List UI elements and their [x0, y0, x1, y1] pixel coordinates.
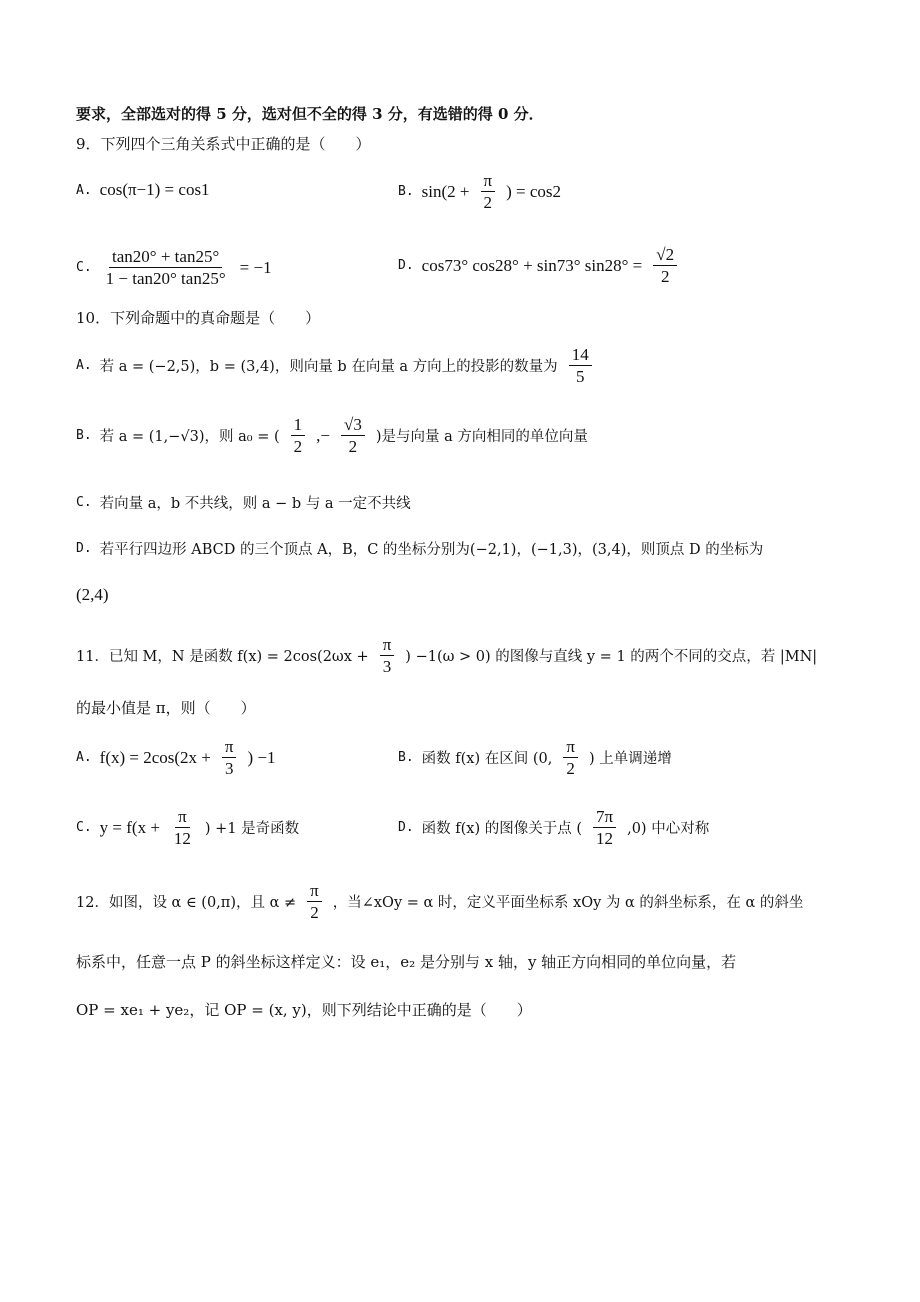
option-label: C. [76, 495, 92, 510]
q11-option-a[interactable] [76, 736, 275, 780]
q11-option-c[interactable] [76, 806, 299, 850]
fraction: $\frac{\pi}{12}$ [173, 807, 191, 849]
q10-option-c[interactable] [76, 492, 411, 513]
option-formula-post: ) = cos2 [506, 181, 562, 201]
option-label: B. [76, 428, 92, 444]
q11-option-b[interactable] [398, 736, 672, 780]
fraction: $\frac{14}{5}$ [569, 344, 592, 388]
option-label: B. [398, 184, 414, 200]
option-text: 若向量 a，b 不共线，则 a − b 与 a 一定不共线 [99, 496, 411, 512]
option-formula-pre: sin(2 + [421, 181, 470, 201]
option-text: 若 a = (−2,5)，b = (3,4)，则向量 b 在向量 a 方向上的投影的数量为 [99, 359, 558, 376]
fraction: $\frac{\pi}{3}$ [380, 634, 395, 678]
option-text-post: ) +1 是奇函数 [204, 821, 300, 838]
option-text-post: )是与向量 a 方向相同的单位向量 [375, 429, 588, 446]
option-text-mid: ,− [316, 425, 330, 445]
q10-option-d[interactable] [76, 538, 763, 559]
section-instruction: 要求，全部选对的得 5 分，选对但不全的得 3 分，有选错的得 0 分． [76, 105, 544, 123]
q11-option-d[interactable] [398, 806, 709, 850]
option-text-pre: 函数 f(x) 的图像关于点 ( [421, 821, 582, 838]
q10-stem: 10．下列命题中的真命题是（ ） [76, 309, 321, 327]
q9-option-a[interactable] [76, 180, 210, 200]
q10-option-b[interactable] [76, 414, 588, 458]
option-formula-post: ) −1 [247, 747, 276, 767]
fraction: $\frac{1}{2}$ [291, 414, 306, 458]
q12-stem-line3: OP = xe₁ + ye₂，记 OP = (x, y)，则下列结论中正确的是（ ） [76, 1001, 532, 1019]
stem-text-pre: 11．已知 M，N 是函数 f(x) = 2cos(2ωx + [76, 649, 369, 666]
option-formula-post: = −1 [239, 257, 272, 277]
option-label: D. [76, 541, 92, 556]
stem-text-post: ，当∠xOy = α 时，定义平面坐标系 xOy 为 α 的斜坐标系，在 α 的斜坐 [332, 895, 804, 912]
q10-option-d-continued: (2,4) [76, 585, 109, 604]
fraction: $\frac{\pi}{2}$ [481, 170, 496, 214]
option-text: 若平行四边形 ABCD 的三个顶点 A，B，C 的坐标分别为(−2,1)，(−1,3)，(3,4)，则顶点 D 的坐标为 [99, 542, 764, 558]
option-label: D. [398, 820, 414, 836]
option-label: C. [76, 260, 92, 276]
q9-option-d[interactable] [398, 244, 680, 288]
q12-stem-line1 [76, 880, 803, 924]
option-label: C. [76, 820, 92, 836]
option-text-pre: 若 a = (1,−√3)，则 a₀ = ( [99, 429, 280, 446]
fraction: $\frac{√2}{2}$ [653, 244, 677, 288]
fraction: $\frac{\pi}{2}$ [563, 736, 578, 780]
option-label: A. [76, 182, 92, 198]
q9-stem: 9．下列四个三角关系式中正确的是（ ） [76, 135, 371, 153]
option-label: A. [76, 750, 92, 766]
fraction: $\frac{7\pi}{12}$ [593, 806, 616, 850]
option-formula-pre: f(x) = 2cos(2x + [99, 747, 211, 767]
option-formula-pre: cos73° cos28° + sin73° sin28° = [421, 255, 643, 275]
stem-text-pre: 12．如图，设 α ∈ (0,π)，且 α ≠ [76, 895, 297, 912]
option-text-post: ,0) 中心对称 [627, 821, 710, 838]
q9-option-c[interactable] [76, 246, 272, 290]
option-text-post: ) 上单调递增 [588, 751, 672, 768]
option-formula: cos(π−1) = cos1 [99, 180, 210, 199]
fraction: $\frac{√3}{2}$ [341, 414, 365, 458]
q12-stem-line2: 标系中，任意一点 P 的斜坐标这样定义：设 e₁，e₂ 是分别与 x 轴，y 轴正方向相同的单位向量，若 [76, 953, 737, 971]
q11-stem-continued: 的最小值是 π，则（ ） [76, 699, 256, 717]
option-text-pre: 函数 f(x) 在区间 (0, [421, 751, 553, 768]
option-formula-pre: y = f(x + [99, 817, 160, 837]
q10-option-a[interactable] [76, 344, 595, 388]
option-label: A. [76, 358, 92, 374]
option-label: D. [398, 258, 414, 274]
fraction: $\frac{\tan 20^\circ + \tan 25^\circ}{1 - \tan 20^\circ \tan 25^\circ}$ [105, 247, 226, 289]
fraction: $\frac{\pi}{3}$ [222, 736, 237, 780]
option-label: B. [398, 750, 414, 766]
q11-stem [76, 634, 817, 678]
stem-text-post: ) −1(ω > 0) 的图像与直线 y = 1 的两个不同的交点，若 |MN| [405, 649, 818, 666]
q9-option-b[interactable] [398, 170, 561, 214]
fraction: $\frac{\pi}{2}$ [307, 880, 322, 924]
